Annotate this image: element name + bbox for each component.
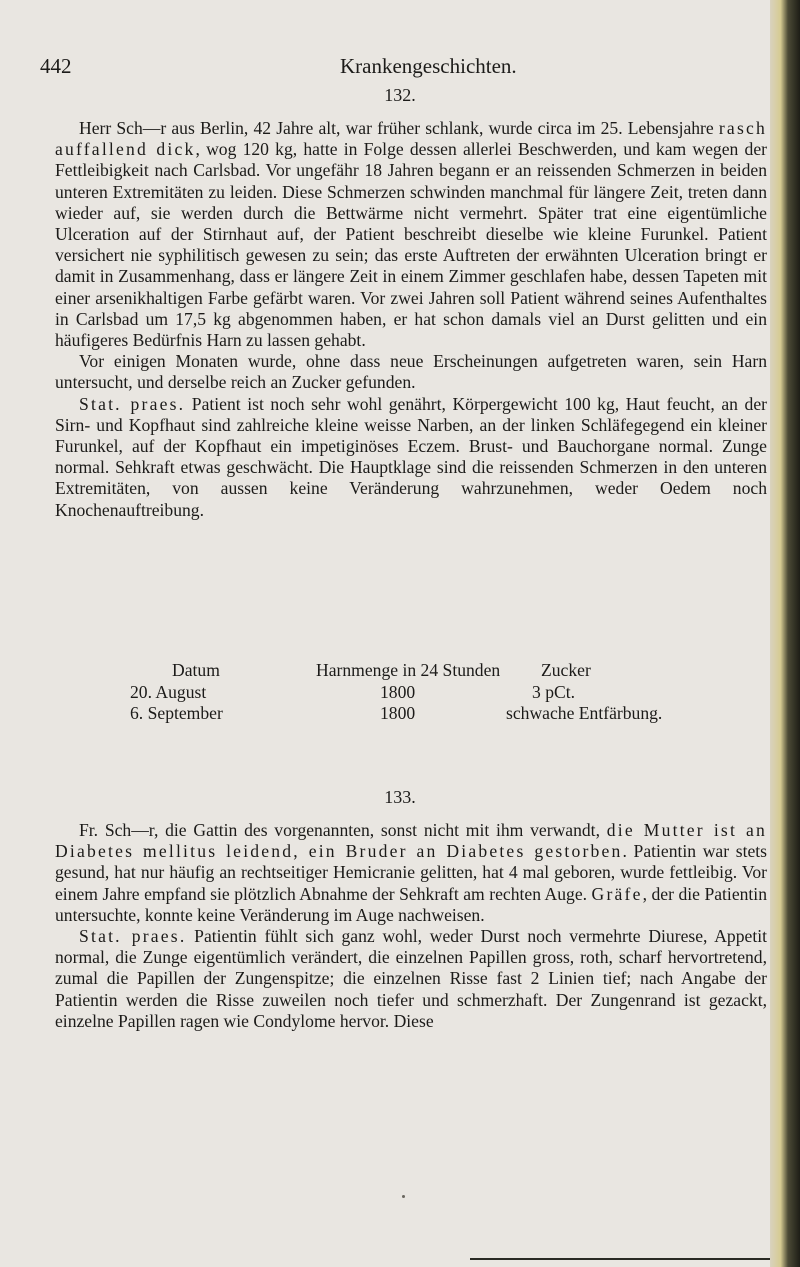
page-number: 442 [40, 54, 72, 78]
running-title: Krankengeschichten. [340, 54, 517, 78]
table-header-harnmenge: Harnmenge in 24 Stunden [316, 660, 501, 680]
case-133-body [55, 820, 767, 1032]
case-133-paragraph-1: Fr. Sch—r, die Gattin des vorgenannten, sonst nicht mit ihm verwandt, die Mutter ist an Diabetes mellitus leidend, ein Bruder an Diabetes gestorben. Patientin war stets gesund, hat nur häufig an rechtseitiger Hemicranie gelitten, hat 4 mal geboren, wurde fettleibig. Vor einem Jahre empfand sie plötzlich Abnahme der Sehkraft am rechten Auge. Gräfe, der die Patientin untersuchte, konnte keine Veränderung im Auge nachweisen. [55, 820, 768, 925]
running-head [0, 54, 800, 80]
case-133-number: 133. [384, 787, 416, 807]
case-132-paragraph-2: Vor einigen Monaten wurde, ohne dass neue Erscheinungen aufgetreten waren, sein Harn untersucht, und derselbe reich an Zucker gefunden. [55, 351, 767, 393]
emphasis-text: die Mutter ist an Diabetes mellitus leidend, ein Bruder an Diabetes gestorben [55, 820, 768, 862]
table-row-1-sugar: 3 pCt. [532, 681, 576, 702]
emphasis-name: Gräfe [591, 883, 643, 904]
case-132-paragraph-3: Stat. praes. Patient ist noch sehr wohl genährt, Körpergewicht 100 kg, Haut feucht, an der Sirn- und Kopfhaut sind zahlreiche kleine weisse Narben, an der linken Schläfegegend ein kleiner Furunkel, auf der Kopfhaut ein impetiginöses Eczem. Brust- und Bauchorgane normal. Zunge normal. Sehkraft etwas geschwächt. Die Hauptklage sind die reissenden Schmerzen in den unteren Extremitäten, von aussen keine Veränderung wahrzunehmen, weder Oedem noch Knochenauftreibung. [55, 393, 767, 520]
book-edge-shadow [770, 0, 800, 1267]
case-133-paragraph-2: Stat. praes. Patientin fühlt sich ganz wohl, weder Durst noch vermehrte Diurese, Appetit normal, die Zunge eigentümlich verändert, die einzelnen Papillen gross, roth, scharf hervortretend, zumal die Papillen der Zungenspitze; die einzelnen Risse fast 2 Linien tief; nach Angabe der Patientin werden die Risse zuweilen noch tiefer und schmerzhaft. Der Zungenrand ist gezackt, einzelne Papillen ragen wie Condylome hervor. Diese [55, 926, 767, 1031]
print-speck [402, 1195, 405, 1198]
emphasis-text: rasch auffallend dick [55, 118, 767, 160]
case-132-body [55, 118, 767, 521]
stat-praes-label: Stat. praes. [79, 926, 187, 947]
case-132-number: 132. [384, 85, 416, 105]
table-header-datum: Datum [172, 660, 220, 680]
table-row-1-amount: 1800 [380, 681, 416, 702]
case-132-paragraph-1: Herr Sch—r aus Berlin, 42 Jahre alt, war früher schlank, wurde circa im 25. Lebensjahre rasch auffallend dick, wog 120 kg, hatte in Folge dessen allerlei Beschwerden, und kam wegen der Fettleibigkeit nach Carlsbad. Vor ungefähr 18 Jahren begann er an reissenden Schmerzen in beiden unteren Extremitäten zu leiden. Diese Schmerzen schwinden manchmal für längere Zeit, treten dann wieder auf, sie werden durch die Bettwärme nicht vermehrt. Später trat eine eigentümliche Ulceration auf der Stirnhaut auf, der Patient beschreibt dieselbe wie kleine Furunkel. Patient versichert nie syphilitisch gewesen zu sein; das erste Auftreten der erwähnten Ulceration bringt er damit in Zusammenhang, dass er längere Zeit in einem Zimmer geschlafen habe, dessen Tapeten mit einer arsenikhaltigen Farbe gefärbt waren. Vor zwei Jahren soll Patient während seines Aufenthaltes in Carlsbad um 17,5 kg abgenommen haben, er hat schon damals viel an Durst gelitten und ein häufigeres Bedürfnis Harn zu lassen gehabt. [55, 118, 767, 351]
table-row-1-date: 20. August [130, 681, 207, 702]
table-header-zucker: Zucker [541, 660, 591, 680]
table-row-2-amount: 1800 [380, 703, 416, 723]
table-row-2-sugar: schwache Entfärbung. [506, 703, 663, 723]
stat-praes-label: Stat. praes. [79, 393, 186, 414]
bottom-rule [470, 1258, 790, 1260]
table-row-2-date: 6. September [130, 703, 223, 723]
